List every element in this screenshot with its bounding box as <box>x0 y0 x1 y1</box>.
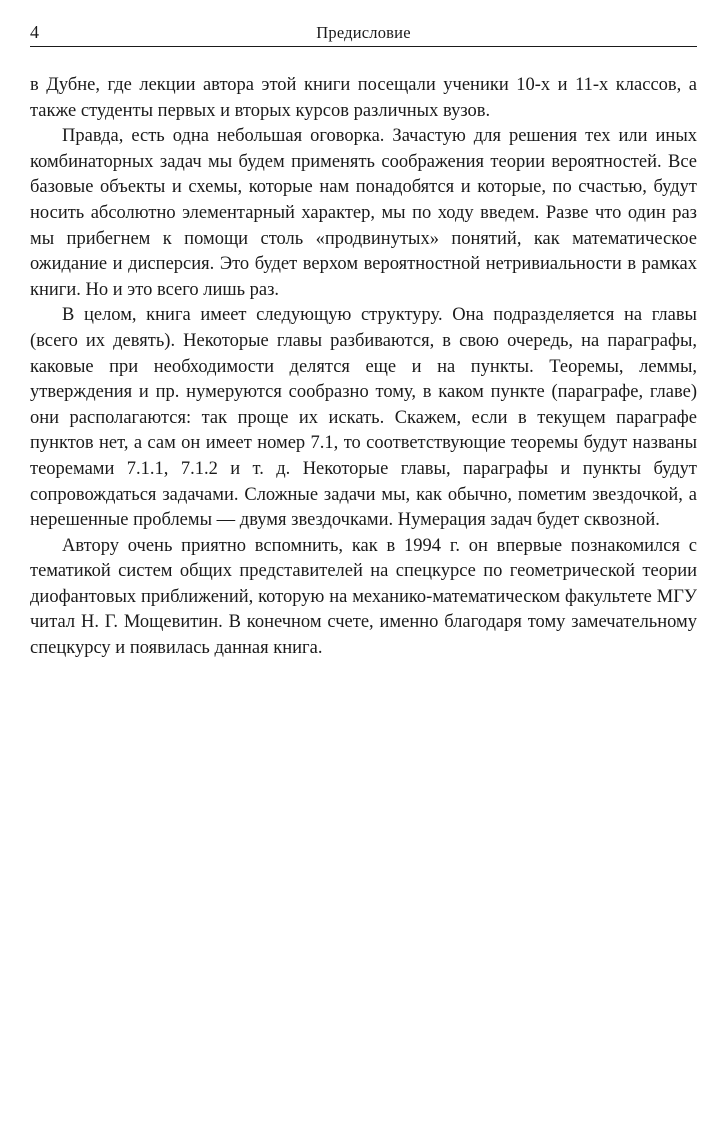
paragraph-acknowledgement: Автору очень приятно вспомнить, как в 1994 г. он впервые познакомился с тематикой систем общих представителей на спецкурсе по геометрической теории диофантовых приближений, которую на механико-математическом факультете МГУ читал Н. Г. Мощевитин. В конечном счете, именно благодаря тому замечательному спецкурсу и появилась данная книга. <box>30 535 697 659</box>
running-title: Предисловие <box>316 23 411 42</box>
book-page <box>30 20 697 662</box>
paragraph-probability-remark: Правда, есть одна небольшая оговорка. Зачастую для решения тех или иных комбинаторных задач мы будем применять соображения теории вероятностей. Все базовые объекты и схемы, которые нам понадобятся и которые, по счастью, будут носить абсолютно элементарный характер, мы по ходу введем. Разве что один раз мы прибегнем к помощи столь «продвинутых» понятий, как математическое ожидание и дисперсия. Это будет верхом вероятностной нетривиальности в рамках книги. Но и это всего лишь раз. <box>30 126 697 300</box>
page-number: 4 <box>30 22 39 42</box>
body-text <box>30 73 697 662</box>
running-head <box>30 20 697 47</box>
paragraph-continuation: в Дубне, где лекции автора этой книги посещали ученики 10-х и 11-х классов, а также студенты первых и вторых курсов различных вузов. <box>30 75 697 121</box>
paragraph-book-structure: В целом, книга имеет следующую структуру. Она подразделяется на главы (всего их девять). Некоторые главы разбиваются, в свою очередь, на параграфы, каковые при необходимости делятся еще и на пункты. Теоремы, леммы, утверждения и пр. нумеруются сообразно тому, в каком пункте (параграфе, главе) они располагаются: так проще их искать. Скажем, если в текущем параграфе пунктов нет, а сам он имеет номер 7.1, то соответствующие теоремы будут названы теоремами 7.1.1, 7.1.2 и т. д. Некоторые главы, параграфы и пункты будут сопровождаться задачами. Сложные задачи мы, как обычно, пометим звездочкой, а нерешенные проблемы — двумя звездочками. Нумерация задач будет сквозной. <box>30 305 697 531</box>
